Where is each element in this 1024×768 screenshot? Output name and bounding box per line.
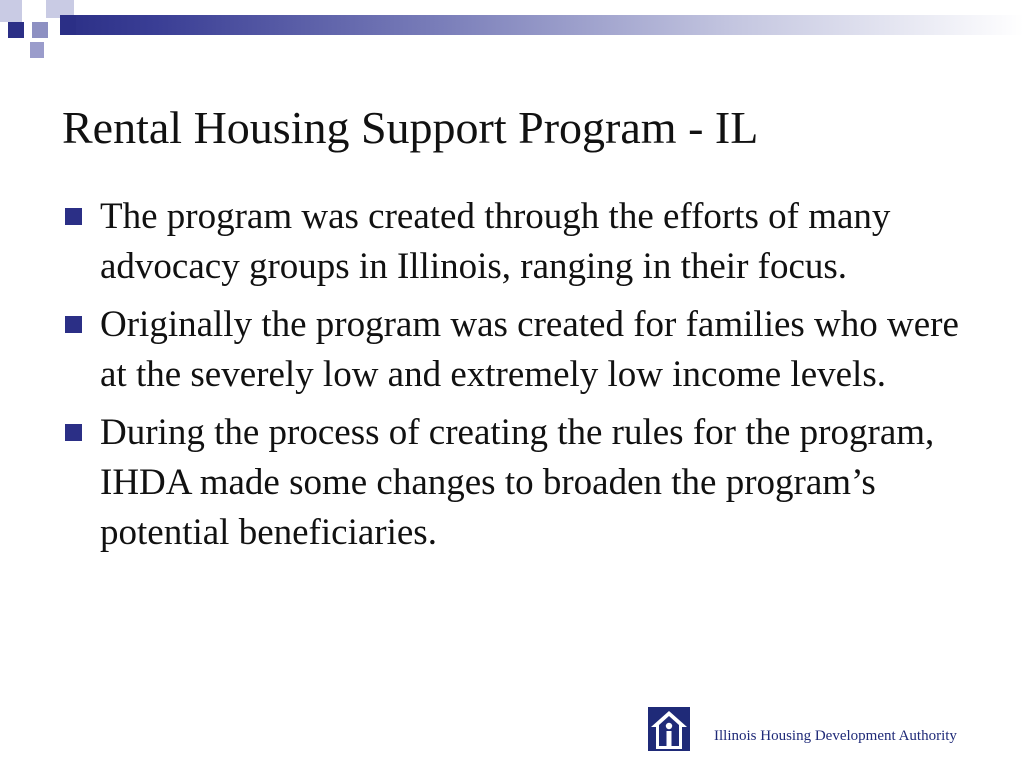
decorative-square	[30, 42, 44, 58]
bullet-list	[62, 192, 982, 566]
bullet-text: Originally the program was created for families who were at the severely low and extremely low income levels.	[100, 304, 959, 395]
bullet-item	[62, 192, 982, 292]
decorative-square	[0, 0, 22, 22]
decorative-square	[22, 0, 38, 16]
bullet-text: The program was created through the efforts of many advocacy groups in Illinois, ranging in their focus.	[100, 196, 891, 287]
slide-title: Rental Housing Support Program - IL	[62, 102, 759, 153]
footer-branding	[648, 707, 1008, 753]
decorative-square	[32, 22, 48, 38]
bullet-item	[62, 408, 982, 558]
decorative-square	[8, 22, 24, 38]
square-bullet-icon	[65, 316, 82, 333]
house-person-logo-icon	[648, 707, 690, 751]
square-bullet-icon	[65, 208, 82, 225]
square-bullet-icon	[65, 424, 82, 441]
organization-name: Illinois Housing Development Authority	[714, 728, 957, 744]
bullet-item	[62, 300, 982, 400]
bullet-text: During the process of creating the rules for the program, IHDA made some changes to broaden the program’s potential beneficiaries.	[100, 412, 935, 553]
decorative-square	[60, 15, 76, 35]
header-gradient-bar	[60, 15, 1024, 35]
